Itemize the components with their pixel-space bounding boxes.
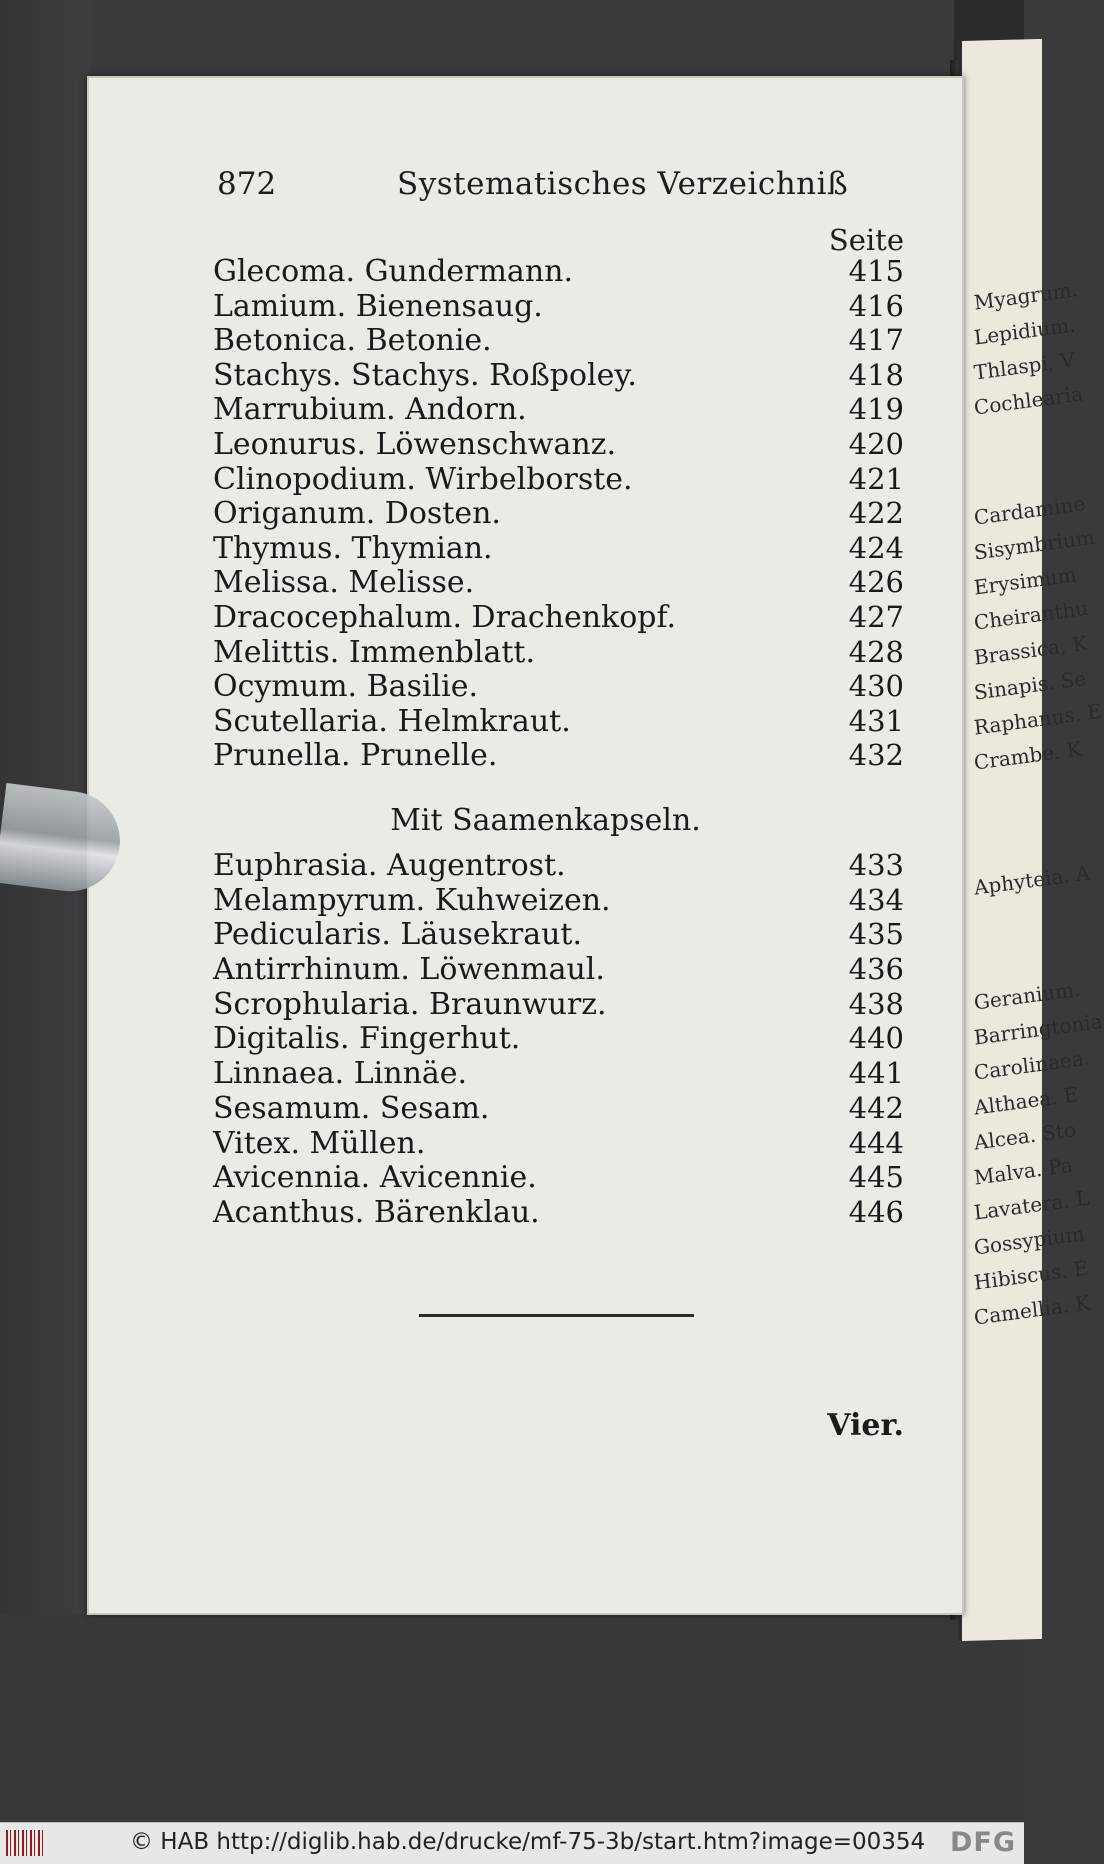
entry-page: 445	[848, 1160, 904, 1195]
entry-name: Dracocephalum. Drachenkopf.	[213, 599, 677, 635]
end-rule	[419, 1314, 694, 1317]
backdrop-bottom	[0, 1615, 1024, 1822]
entry-page: 444	[848, 1125, 904, 1160]
index-entry	[213, 635, 904, 670]
index-entry	[213, 427, 904, 462]
entry-name: Thymus. Thymian.	[213, 530, 493, 566]
neighbor-page-text: Geranium.	[972, 976, 1082, 1015]
index-entry	[213, 669, 904, 704]
entry-name: Ocymum. Basilie.	[213, 669, 479, 705]
entry-name: Origanum. Dosten.	[213, 496, 501, 532]
entry-page: 426	[848, 565, 904, 600]
book-page	[87, 76, 964, 1615]
entry-page: 441	[848, 1056, 904, 1091]
entry-page: 430	[848, 669, 904, 704]
neighbor-page-text: Barringtonia	[972, 1008, 1104, 1050]
entry-page: 419	[848, 392, 904, 427]
neighbor-page-text: Sinapis. Se	[972, 666, 1088, 705]
index-entry	[213, 1195, 904, 1230]
entry-page: 446	[848, 1194, 904, 1229]
index-entry	[213, 987, 904, 1022]
entry-page: 436	[848, 952, 904, 987]
entry-page: 422	[848, 496, 904, 531]
entry-name: Prunella. Prunelle.	[213, 738, 498, 774]
neighbor-page-text: Hibiscus. E	[972, 1255, 1090, 1295]
page-number: 872	[217, 166, 277, 202]
index-entry	[213, 323, 904, 358]
entry-page: 433	[848, 848, 904, 882]
index-entry	[213, 952, 904, 987]
entry-name: Acanthus. Bärenklau.	[213, 1194, 540, 1230]
entry-name: Glecoma. Gundermann.	[213, 254, 573, 289]
index-entry	[213, 496, 904, 531]
entry-name: Melissa. Melisse.	[213, 565, 475, 601]
index-entry	[213, 883, 904, 918]
index-entry	[213, 1160, 904, 1195]
index-entry	[213, 704, 904, 739]
entry-name: Euphrasia. Augentrost.	[213, 848, 566, 883]
neighbor-page-text: Gossypium	[972, 1221, 1086, 1260]
neighbor-page-text: Sisymbrium	[972, 524, 1096, 565]
running-head	[217, 166, 902, 206]
backdrop	[0, 0, 90, 1822]
entry-page: 420	[848, 426, 904, 461]
entry-name: Antirrhinum. Löwenmaul.	[213, 952, 605, 988]
catchword: Vier.	[827, 1408, 904, 1443]
entry-page: 431	[848, 703, 904, 738]
entry-page: 418	[848, 357, 904, 392]
entry-page: 428	[848, 634, 904, 669]
neighbor-page-text: Camellia. K	[972, 1290, 1092, 1330]
entry-name: Vitex. Müllen.	[213, 1125, 426, 1161]
barcode-icon	[6, 1830, 46, 1856]
entry-page: 438	[848, 986, 904, 1021]
index-entry	[213, 917, 904, 952]
neighbor-page-text: Malva. Pa	[972, 1152, 1074, 1190]
entry-page: 424	[848, 530, 904, 565]
entry-name: Melittis. Immenblatt.	[213, 634, 535, 670]
index-entry	[213, 1091, 904, 1126]
entry-page: 417	[848, 323, 904, 358]
neighbor-page-text: Cochlearia	[972, 381, 1085, 420]
entry-page: 442	[848, 1090, 904, 1125]
entry-page: 432	[848, 738, 904, 773]
index-entry	[213, 738, 904, 773]
neighbor-page	[958, 39, 1104, 1641]
index-entry	[213, 848, 904, 883]
index-entry	[213, 565, 904, 600]
index-entry	[213, 1021, 904, 1056]
index-entry	[213, 392, 904, 427]
entry-page: 416	[848, 288, 904, 323]
entry-name: Scutellaria. Helmkraut.	[213, 703, 571, 739]
index-entry	[213, 600, 904, 635]
entry-name: Linnaea. Linnäe.	[213, 1056, 468, 1092]
column-label: Seite	[828, 223, 904, 257]
entry-page: 435	[848, 917, 904, 952]
index-entry	[213, 462, 904, 497]
neighbor-page-text: Carolinaea.	[972, 1045, 1092, 1085]
index-entry	[213, 1056, 904, 1091]
neighbor-page-text: Erysimum	[972, 562, 1078, 600]
index-entry	[213, 254, 904, 289]
source-link[interactable]: © HAB http://diglib.hab.de/drucke/mf-75-3b/start.htm?image=00354	[130, 1829, 926, 1855]
neighbor-page-text: Cheiranthu	[972, 595, 1090, 635]
neighbor-page-text: Althaea. E	[972, 1082, 1080, 1120]
section-heading: Mit Saamenkapseln.	[390, 803, 701, 838]
entry-page: 427	[848, 599, 904, 634]
entry-name: Scrophularia. Braunwurz.	[213, 986, 607, 1022]
neighbor-page-text: Alcea. Sto	[972, 1117, 1077, 1155]
index-entry	[213, 531, 904, 566]
entry-name: Digitalis. Fingerhut.	[213, 1021, 521, 1057]
footer-bar	[0, 1822, 1024, 1864]
index-list-2	[213, 848, 904, 1230]
neighbor-page-text: Brassica, K	[972, 630, 1089, 670]
neighbor-page-text: Crambe. K	[972, 736, 1083, 775]
page-header-title: Systematisches Verzeichniß	[397, 166, 849, 202]
neighbor-page-text: Lepidium.	[972, 312, 1077, 350]
neighbor-page-text: Lavatera. L	[972, 1185, 1091, 1225]
neighbor-page-text: Thlaspi, V	[972, 347, 1076, 385]
index-entry	[213, 1126, 904, 1161]
entry-page: 421	[848, 461, 904, 496]
entry-page: 415	[848, 254, 904, 288]
entry-name: Avicennia. Avicennie.	[213, 1160, 537, 1196]
entry-name: Leonurus. Löwenschwanz.	[213, 426, 616, 462]
index-entry	[213, 289, 904, 324]
entry-name: Betonica. Betonie.	[213, 323, 492, 359]
entry-name: Clinopodium. Wirbelborste.	[213, 461, 633, 497]
entry-name: Pedicularis. Läusekraut.	[213, 917, 582, 953]
entry-page: 434	[848, 882, 904, 917]
neighbor-page-text: Raphanus. E	[972, 699, 1103, 740]
dfg-logo: DFG	[949, 1827, 1016, 1858]
index-list-1	[213, 254, 904, 773]
entry-page: 440	[848, 1021, 904, 1056]
entry-name: Melampyrum. Kuhweizen.	[213, 882, 611, 918]
neighbor-page-text: Myagrum.	[972, 277, 1079, 315]
entry-name: Lamium. Bienensaug.	[213, 288, 543, 324]
neighbor-page-text: Aphyteia. A	[972, 860, 1092, 900]
entry-name: Marrubium. Andorn.	[213, 392, 527, 428]
neighbor-page-text: Cardamine	[972, 491, 1087, 530]
index-entry	[213, 358, 904, 393]
entry-name: Stachys. Stachys. Roßpoley.	[213, 357, 637, 393]
entry-name: Sesamum. Sesam.	[213, 1090, 490, 1126]
